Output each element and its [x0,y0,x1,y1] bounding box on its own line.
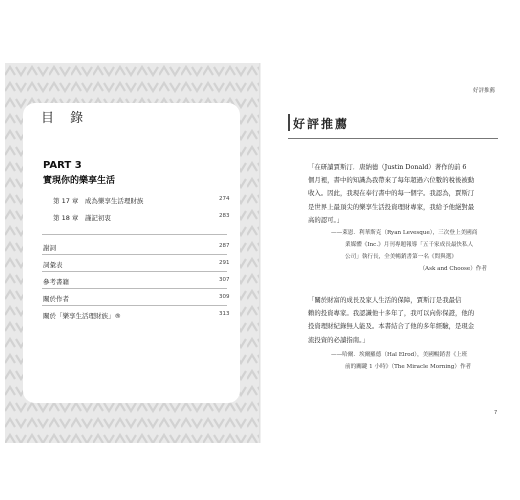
toc-entry-acknowledgements[interactable] [43,243,230,252]
running-head: 好評推薦 [473,88,496,94]
quote-line: 收入。因此，我現在奉行書中的每一個字。我認為，賈斯汀 [308,189,475,198]
reviews-title: 好評推薦 [293,117,350,131]
review-attribution-2 [331,349,497,373]
attribution-line: ——哈爾．埃爾羅德（Hal Elrod），美國暢銷書《上班 [331,352,468,358]
toc-entry-label: 詞彙表 [43,261,63,269]
quote-line: 賴的投資專家。我認識他十多年了，我可以向你保證，他的 [308,309,475,318]
page-number: 7 [494,410,498,416]
quote-line: 個月裡，書中的知識為我帶來了每年超過六位數的稅後被動 [308,176,475,185]
book-spread [0,63,520,443]
toc-divider [42,254,227,255]
quote-line: 流投資的必讀指南。」 [308,335,369,344]
toc-entry-label: 關於「樂享生活理財族」® [43,312,121,320]
toc-entry-label: 謝詞 [43,244,56,252]
toc-entry-chapter-18[interactable] [53,213,230,222]
part-heading: PART 3 [43,160,82,171]
toc-entry-label: 參考書籍 [43,278,69,286]
toc-divider [42,234,227,235]
toc-entry-page: 291 [219,260,230,266]
attribution-line: 公司」執行長，全美暢銷書第一名《問與選》 [345,254,457,260]
toc-entry-page: 309 [219,294,230,300]
toc-page [5,63,260,443]
reviews-page [260,63,516,443]
toc-entry-label: 第 18 章 謹記初衷 [53,214,111,222]
attribution-line: 前的關鍵 1 小時》（The Miracle Morning）作者 [345,364,472,370]
toc-entry-about-author[interactable] [43,294,230,303]
review-quote-1 [308,161,488,227]
quote-line: 「關於財富的成長及家人生活的保障，賈斯汀是我最信 [308,296,462,304]
toc-divider [42,288,227,289]
review-quote-2 [308,294,488,347]
quote-line: 「在研讀賈斯汀．唐納德（Justin Donald）著作的前 6 [308,163,467,171]
toc-divider [42,305,227,306]
quote-line: 是世界上最頂尖的樂享生活投資理財專家，我給予他絕對最 [308,202,475,211]
toc-entry-label: 第 17 章 成為樂享生活理財族 [53,197,144,205]
toc-entry-page: 313 [219,311,230,317]
attribution-line: 業媒體《Inc.》月刊專題報導「五千家成長最快私人 [345,242,474,248]
toc-entry-page: 287 [219,243,230,249]
title-accent-bar [288,114,290,131]
toc-divider [42,271,227,272]
toc-entry-page: 307 [219,277,230,283]
title-rule [288,138,498,139]
quote-line: 高的認可。」 [308,215,344,224]
review-attribution-1 [331,227,497,275]
toc-title: 目 錄 [41,111,90,126]
toc-entry-page: 283 [219,213,230,219]
toc-entry-page: 274 [219,196,230,202]
toc-entry-references[interactable] [43,277,230,286]
toc-entry-chapter-17[interactable] [53,196,230,205]
attribution-line: ——萊恩．利華斯克（Ryan Levesque），三次登上美國商 [331,230,478,236]
part-subtitle: 實現你的樂享生活 [43,176,116,186]
toc-entry-glossary[interactable] [43,260,230,269]
toc-entry-about-lifestyle-investor[interactable] [43,311,230,320]
toc-card [23,103,240,403]
toc-entry-label: 關於作者 [43,295,69,303]
attribution-line: （Ask and Choose）作者 [419,266,487,272]
quote-line: 投資理財紀錄無人能及。本書結合了他的多年經驗，是現金 [308,322,475,331]
